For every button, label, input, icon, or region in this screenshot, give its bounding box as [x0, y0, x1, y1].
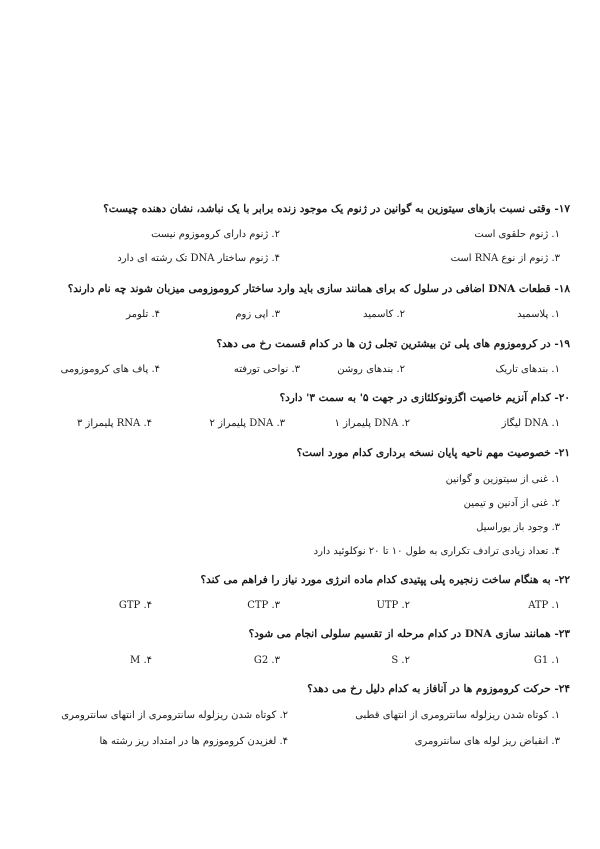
question-22-option-2[interactable]: UTP .۲ [376, 600, 410, 611]
question-24-option-2[interactable]: ۲. کوتاه شدن ریزلوله سانترومری از انتهای سانترومری [61, 710, 288, 721]
question-17-option-4[interactable]: ۴. ژنوم ساختار DNA تک رشته ای دارد [117, 253, 280, 264]
question-23-option-4[interactable]: M .۴ [130, 655, 152, 666]
question-19-option-3[interactable]: ۳. نواحی تورفته [233, 364, 300, 375]
question-19-title: ۱۹- در کروموزوم های پلی تن بیشترین تجلی ژن ها در کدام قسمت رخ می دهد؟ [216, 338, 570, 350]
question-18-option-3[interactable]: ۳. اپی زوم [235, 309, 280, 320]
question-21-option-3[interactable]: ۳. وجود باز یوراسیل [476, 522, 560, 533]
question-22-title: ۲۲- به هنگام ساخت زنجیره پلی پپتیدی کدام ماده انرژی مورد نیاز را فراهم می کند؟ [200, 574, 570, 586]
question-22-option-4[interactable]: GTP .۴ [118, 600, 152, 611]
question-20-option-3[interactable]: ۳. DNA پلیمراز ۲ [209, 418, 285, 429]
question-18-option-4[interactable]: ۴. تلومر [126, 309, 160, 320]
question-20-title: ۲۰- کدام آنزیم خاصیت اگزونوکلئازی در جهت ۵' به سمت ۳' دارد؟ [279, 392, 570, 404]
question-21-title: ۲۱- خصوصیت مهم ناحیه پایان نسخه برداری کدام مورد است؟ [296, 447, 570, 459]
question-17-title: ۱۷- وقتی نسبت بازهای سیتوزین به گوانین در ژنوم یک موجود زنده برابر با یک نباشد، نشان دهنده چیست؟ [103, 203, 570, 215]
question-23-option-3[interactable]: G2 .۳ [253, 655, 280, 666]
question-24-title: ۲۴- حرکت کروموزوم ها در آنافاز به کدام دلیل رخ می دهد؟ [307, 683, 570, 695]
question-24-option-3[interactable]: ۳. انقباض ریز لوله های سانترومری [414, 736, 560, 747]
question-19-option-2[interactable]: ۲. بندهای روشن [337, 364, 405, 375]
question-17-option-3[interactable]: ۳. ژنوم از نوع RNA است [450, 253, 560, 264]
question-18-option-1[interactable]: ۱. پلاسمید [517, 309, 560, 320]
question-21-option-2[interactable]: ۲. غنی از آدنین و تیمین [463, 498, 560, 509]
question-21-option-4[interactable]: ۴. تعداد زیادی ترادف تکراری به طول ۱۰ تا ۲۰ نوکلوئید دارد [313, 546, 560, 557]
question-20-option-4[interactable]: ۴. RNA پلیمراز ۳ [77, 418, 152, 429]
question-19-option-4[interactable]: ۴. پاف های کروموزومی [60, 364, 160, 375]
question-17-option-2[interactable]: ۲. ژنوم دارای کروموزوم نیست [151, 229, 280, 240]
question-22-option-1[interactable]: ATP .۱ [528, 600, 560, 611]
question-18-option-2[interactable]: ۲. کاسمید [363, 309, 405, 320]
question-24-option-4[interactable]: ۴. لغزیدن کروموزوم ها در امتداد ریز رشته ها [99, 736, 288, 747]
question-17-option-1[interactable]: ۱. ژنوم حلقوی است [474, 229, 560, 240]
question-20-option-1[interactable]: ۱. DNA لیگاز [501, 418, 560, 429]
question-19-option-1[interactable]: ۱. بندهای تاریک [495, 364, 560, 375]
question-23-option-2[interactable]: S .۲ [391, 655, 410, 666]
question-18-title: ۱۸- قطعات DNA اضافی در سلول که برای همانند سازی باید وارد ساختار کروموزومی میزبان شوند چه نام دارند؟ [67, 283, 570, 295]
question-24-option-1[interactable]: ۱. کوتاه شدن ریزلوله سانترومری از انتهای قطبی [355, 710, 560, 721]
question-21-option-1[interactable]: ۱. غنی از سیتوزین و گوانین [445, 474, 560, 485]
question-20-option-2[interactable]: ۲. DNA پلیمراز ۱ [334, 418, 410, 429]
question-23-option-1[interactable]: G1 .۱ [533, 655, 560, 666]
question-23-title: ۲۳- همانند سازی DNA در کدام مرحله از تقسیم سلولی انجام می شود؟ [248, 628, 570, 640]
question-22-option-3[interactable]: CTP .۳ [247, 600, 280, 611]
